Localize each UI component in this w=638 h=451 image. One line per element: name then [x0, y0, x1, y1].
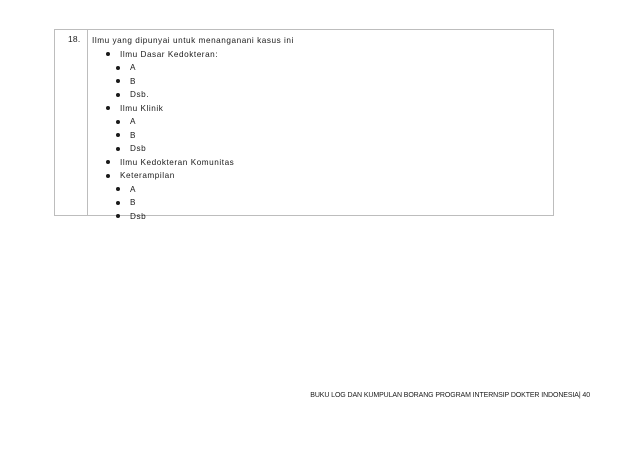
list-item [92, 88, 545, 102]
list-item-label: B [130, 76, 137, 86]
list-item-label: A [130, 184, 137, 194]
list-item-label: Keterampilan [120, 171, 175, 180]
list-item [92, 48, 545, 62]
list-item [92, 183, 545, 197]
bullet-icon [116, 187, 120, 191]
list-item-label: Dsb. [130, 90, 150, 99]
list-item-label: Dsb [130, 144, 147, 153]
bullet-icon [116, 147, 120, 151]
bullet-icon [116, 133, 120, 137]
list-item [92, 115, 545, 129]
list-item [92, 102, 545, 116]
list-item-label: Ilmu Dasar Kedokteran: [120, 49, 219, 59]
list-item [92, 210, 545, 224]
list-item [92, 156, 545, 170]
list-item-label: B [130, 198, 137, 207]
list-item [92, 142, 545, 156]
list-item-label: B [130, 130, 137, 140]
list-item [92, 196, 545, 210]
list-item-label: A [130, 63, 137, 72]
column-divider [87, 30, 88, 215]
bullet-icon [106, 174, 110, 178]
list-item [92, 169, 545, 183]
bullet-icon [116, 79, 120, 83]
row-content [92, 34, 545, 223]
form-table [54, 29, 554, 221]
bullet-icon [116, 201, 120, 205]
bullet-icon [116, 66, 120, 70]
list-item [92, 61, 545, 75]
list-item-label: Ilmu Kedokteran Komunitas [120, 157, 235, 167]
page-footer: BUKU LOG DAN KUMPULAN BORANG PROGRAM INTERNSIP DOKTER INDONESIA| 40 [310, 392, 590, 399]
bullet-icon [116, 214, 120, 218]
bullet-icon [116, 93, 120, 97]
list-item-label: A [130, 117, 137, 126]
bullet-icon [116, 120, 120, 124]
list-item [92, 129, 545, 143]
row-number: 18. [68, 34, 81, 44]
bullet-icon [106, 106, 110, 110]
row-heading: Ilmu yang dipunyai untuk menanganani kasus ini [92, 36, 294, 45]
list-item-label: Ilmu Klinik [120, 103, 164, 113]
bullet-icon [106, 52, 110, 56]
list-item-label: Dsb [130, 211, 147, 221]
list-item [92, 75, 545, 89]
bullet-icon [106, 160, 110, 164]
